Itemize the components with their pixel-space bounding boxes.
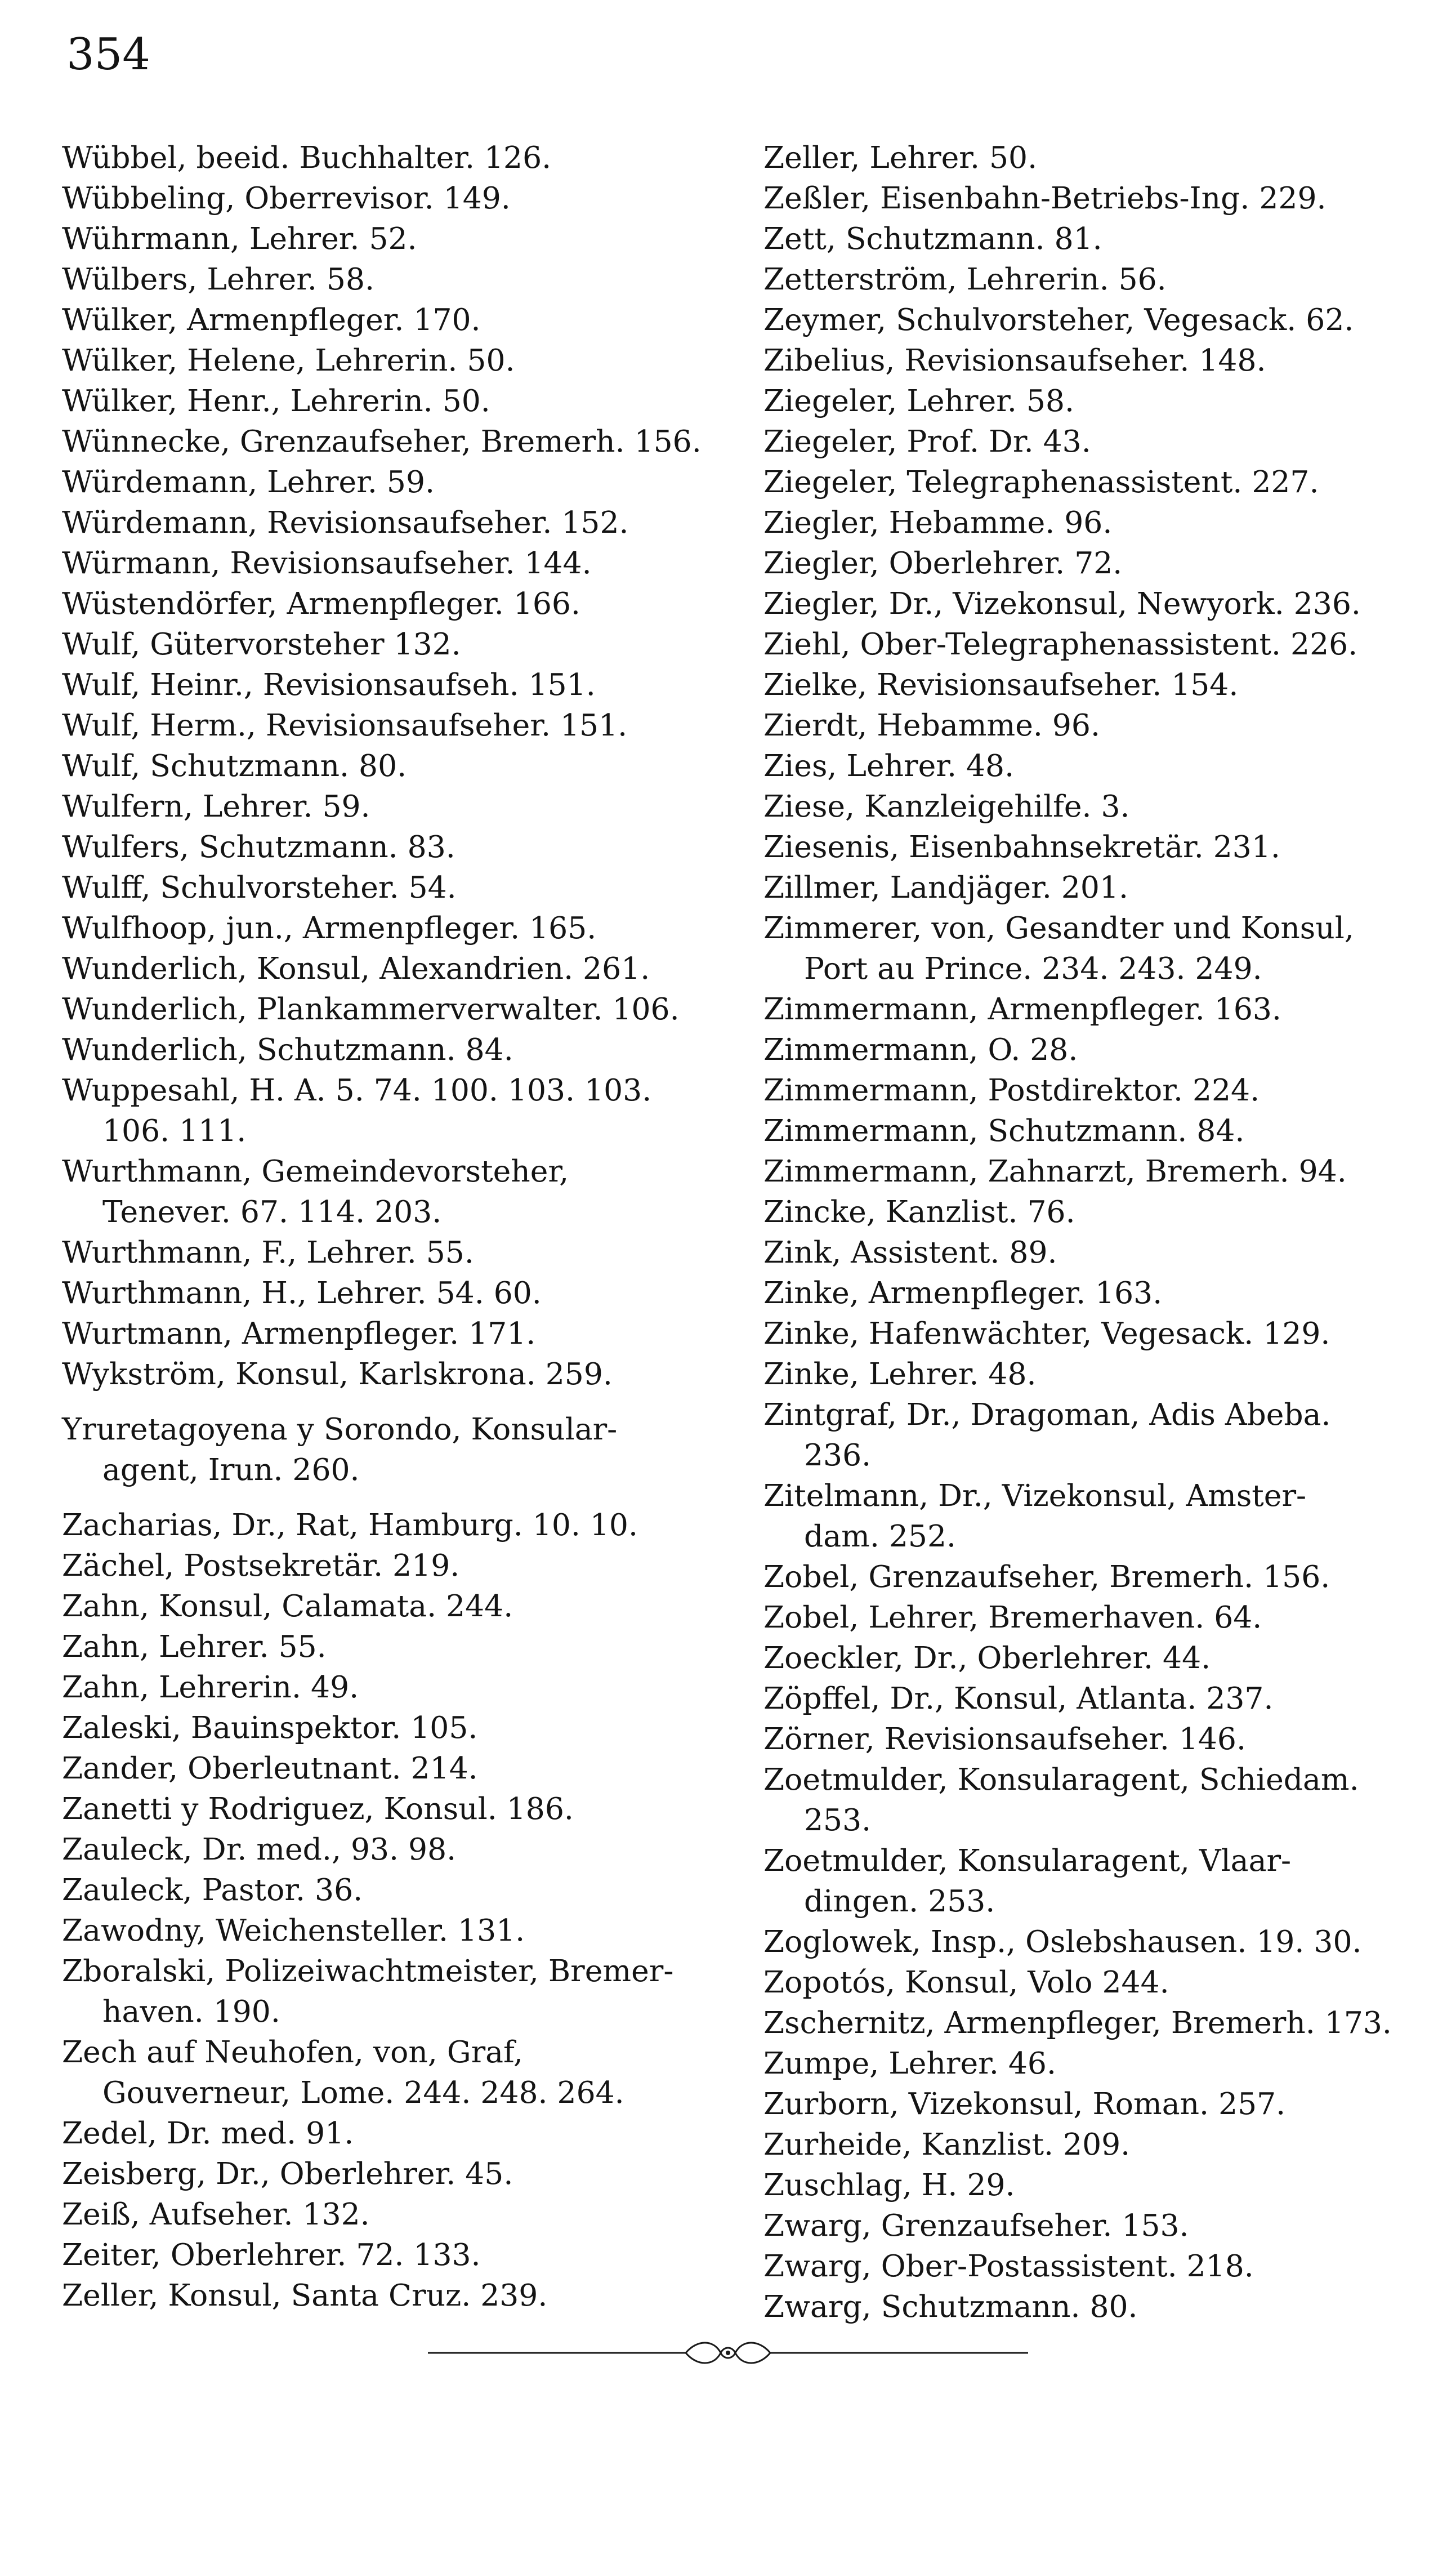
entry-continuation: 106. 111. <box>102 1113 247 1148</box>
index-entry <box>763 1475 1417 1557</box>
entry-line: Zeller, Konsul, Santa Cruz. 239. <box>62 2277 548 2313</box>
index-entry <box>763 502 1417 543</box>
index-entry <box>62 1151 715 1232</box>
index-entry <box>763 867 1417 908</box>
entry-line: Zimmermann, O. 28. <box>763 1032 1078 1067</box>
entry-line: Zeiter, Oberlehrer. 72. 133. <box>62 2237 481 2272</box>
right-column <box>763 137 1417 2327</box>
entry-line: Wulfers, Schutzmann. 83. <box>62 829 455 864</box>
index-entry <box>62 219 715 259</box>
index-entry <box>62 1707 715 1748</box>
entry-line: Yruretagoyena y Sorondo, Konsular- <box>62 1411 618 1447</box>
index-entry <box>763 2084 1417 2124</box>
index-entry <box>62 1273 715 1313</box>
entry-line: Zinke, Hafenwächter, Vegesack. 129. <box>763 1316 1330 1351</box>
index-entry <box>763 908 1417 989</box>
entry-line: Zintgraf, Dr., Dragoman, Adis Abeba. <box>763 1397 1331 1432</box>
index-entry <box>62 421 715 462</box>
entry-line: Zoetmulder, Konsularagent, Schiedam. <box>763 1762 1359 1797</box>
index-entry <box>763 300 1417 340</box>
index-entry <box>62 1409 715 1490</box>
entry-line: Zwarg, Ober-Postassistent. 218. <box>763 2248 1254 2284</box>
index-entry <box>62 867 715 908</box>
entry-line: Ziegler, Dr., Vizekonsul, Newyork. 236. <box>763 586 1361 621</box>
entry-line: Ziese, Kanzleigehilfe. 3. <box>763 788 1130 824</box>
entry-line: Wulf, Herm., Revisionsaufseher. 151. <box>62 707 628 743</box>
index-entry <box>62 2275 715 2316</box>
entry-line: Zies, Lehrer. 48. <box>763 748 1015 783</box>
index-entry <box>62 1626 715 1667</box>
index-entry <box>763 137 1417 178</box>
entry-line: Ziesenis, Eisenbahnsekretär. 231. <box>763 829 1280 864</box>
entry-line: Zett, Schutzmann. 81. <box>763 221 1102 256</box>
entry-line: Zwarg, Grenzaufseher. 153. <box>763 2208 1189 2243</box>
entry-line: Zitelmann, Dr., Vizekonsul, Amster- <box>763 1478 1307 1513</box>
entry-line: Zobel, Lehrer, Bremerhaven. 64. <box>763 1599 1262 1635</box>
index-entry <box>763 2124 1417 2165</box>
entry-line: Zeller, Lehrer. 50. <box>763 140 1038 175</box>
entry-line: Wulff, Schulvorsteher. 54. <box>62 870 457 905</box>
entry-line: Zincke, Kanzlist. 76. <box>763 1194 1075 1229</box>
index-entry <box>763 1273 1417 1313</box>
index-entry <box>763 1232 1417 1273</box>
entry-line: Wührmann, Lehrer. 52. <box>62 221 417 256</box>
entry-line: Zaleski, Bauinspektor. 105. <box>62 1710 478 1745</box>
index-entry <box>763 746 1417 786</box>
entry-line: Zobel, Grenzaufseher, Bremerh. 156. <box>763 1559 1330 1594</box>
entry-continuation: dingen. 253. <box>804 1883 995 1919</box>
page-number: 354 <box>66 29 150 80</box>
entry-line: Wulf, Gütervorsteher 132. <box>62 626 461 662</box>
entry-continuation: haven. 190. <box>102 1994 280 2029</box>
entry-line: Würmann, Revisionsaufseher. 144. <box>62 545 592 581</box>
entry-line: Zillmer, Landjäger. 201. <box>763 870 1128 905</box>
index-entry <box>763 2246 1417 2286</box>
entry-line: Zuschlag, H. 29. <box>763 2167 1015 2203</box>
index-entry <box>763 178 1417 219</box>
entry-line: Wülbers, Lehrer. 58. <box>62 261 375 297</box>
entry-line: Zibelius, Revisionsaufseher. 148. <box>763 342 1266 378</box>
entry-line: Zielke, Revisionsaufseher. 154. <box>763 667 1239 702</box>
entry-line: Wunderlich, Plankammerverwalter. 106. <box>62 991 680 1027</box>
index-entry <box>763 462 1417 502</box>
ornament-dot <box>726 2351 730 2355</box>
index-entry <box>62 908 715 948</box>
index-entry <box>62 1232 715 1273</box>
index-entry <box>763 2286 1417 2327</box>
entry-line: Ziehl, Ober-Telegraphenassistent. 226. <box>763 626 1358 662</box>
index-entry <box>763 624 1417 665</box>
index-entry <box>763 1394 1417 1475</box>
entry-line: Wuppesahl, H. A. 5. 74. 100. 103. 103. <box>62 1072 652 1108</box>
index-entry <box>62 665 715 705</box>
entry-line: Zoglowek, Insp., Oslebshausen. 19. 30. <box>763 1924 1362 1959</box>
entry-line: Zurheide, Kanzlist. 209. <box>763 2126 1131 2162</box>
entry-line: Wülker, Armenpfleger. 170. <box>62 302 481 337</box>
entry-line: Zeymer, Schulvorsteher, Vegesack. 62. <box>763 302 1354 337</box>
entry-line: Würdemann, Lehrer. 59. <box>62 464 435 500</box>
entry-line: Zöpffel, Dr., Konsul, Atlanta. 237. <box>763 1680 1274 1716</box>
entry-continuation: Tenever. 67. 114. 203. <box>102 1194 442 1229</box>
index-entry <box>62 1070 715 1151</box>
entry-line: Wülker, Helene, Lehrerin. 50. <box>62 342 515 378</box>
entry-line: Zink, Assistent. 89. <box>763 1234 1057 1270</box>
index-entry <box>763 259 1417 300</box>
entry-line: Zeßler, Eisenbahn-Betriebs-Ing. 229. <box>763 180 1327 216</box>
entry-line: Zedel, Dr. med. 91. <box>62 2115 354 2151</box>
index-entry <box>62 462 715 502</box>
index-entry <box>763 827 1417 867</box>
entry-line: Zwarg, Schutzmann. 80. <box>763 2289 1138 2324</box>
entry-line: Zahn, Lehrerin. 49. <box>62 1669 359 1705</box>
entry-line: Zander, Oberleutnant. 214. <box>62 1750 478 1786</box>
index-entry <box>763 219 1417 259</box>
entry-line: Wulf, Schutzmann. 80. <box>62 748 407 783</box>
index-entry <box>763 786 1417 827</box>
entry-line: Wulfhoop, jun., Armenpfleger. 165. <box>62 910 597 946</box>
index-entry <box>763 1557 1417 1597</box>
entry-line: Wurthmann, F., Lehrer. 55. <box>62 1234 474 1270</box>
entry-line: Zörner, Revisionsaufseher. 146. <box>763 1721 1246 1756</box>
entry-line: Ziegler, Oberlehrer. 72. <box>763 545 1123 581</box>
left-column <box>62 137 715 2316</box>
index-entry <box>763 1962 1417 2003</box>
index-entry <box>62 1313 715 1354</box>
index-entry <box>62 1029 715 1070</box>
index-entry <box>62 1667 715 1707</box>
entry-line: Zächel, Postsekretär. 219. <box>62 1548 460 1583</box>
entry-line: Ziegler, Hebamme. 96. <box>763 505 1113 540</box>
index-entry <box>763 421 1417 462</box>
index-entry <box>62 1545 715 1586</box>
entry-line: Wünnecke, Grenzaufseher, Bremerh. 156. <box>62 423 702 459</box>
index-entry <box>62 2113 715 2154</box>
entry-line: Wurthmann, H., Lehrer. 54. 60. <box>62 1275 542 1310</box>
entry-line: Zurborn, Vizekonsul, Roman. 257. <box>763 2086 1286 2121</box>
entry-line: Wykström, Konsul, Karlskrona. 259. <box>62 1356 613 1392</box>
entry-line: Zboralski, Polizeiwachtmeister, Bremer- <box>62 1953 674 1989</box>
index-entry <box>62 705 715 746</box>
index-entry <box>62 300 715 340</box>
index-entry <box>62 1586 715 1626</box>
entry-line: Zoeckler, Dr., Oberlehrer. 44. <box>763 1640 1211 1675</box>
entry-line: Ziegeler, Prof. Dr. 43. <box>763 423 1091 459</box>
index-entry <box>763 1678 1417 1719</box>
index-entry <box>763 543 1417 583</box>
entry-line: Zacharias, Dr., Rat, Hamburg. 10. 10. <box>62 1507 638 1542</box>
entry-line: Zschernitz, Armenpfleger, Bremerh. 173. <box>763 2005 1392 2040</box>
entry-line: Zimmermann, Zahnarzt, Bremerh. 94. <box>763 1153 1347 1189</box>
index-entry <box>62 543 715 583</box>
index-entry <box>62 502 715 543</box>
index-entry <box>62 989 715 1029</box>
entry-continuation: dam. 252. <box>804 1518 957 1554</box>
index-entry <box>763 665 1417 705</box>
index-entry <box>763 2043 1417 2084</box>
entry-line: Zimmermann, Postdirektor. 224. <box>763 1072 1260 1108</box>
entry-line: Zoetmulder, Konsularagent, Vlaar- <box>763 1843 1292 1878</box>
index-entry <box>763 1313 1417 1354</box>
entry-line: Wübbeling, Oberrevisor. 149. <box>62 180 511 216</box>
entry-line: Wunderlich, Konsul, Alexandrien. 261. <box>62 951 650 986</box>
index-entry <box>62 340 715 381</box>
index-entry <box>763 1840 1417 1921</box>
entry-line: Wurtmann, Armenpfleger. 171. <box>62 1316 536 1351</box>
index-entry <box>763 1151 1417 1192</box>
index-entry <box>62 746 715 786</box>
index-entry <box>763 1192 1417 1232</box>
entry-line: Zauleck, Dr. med., 93. 98. <box>62 1831 457 1867</box>
entry-line: Zech auf Neuhofen, von, Graf, <box>62 2034 523 2070</box>
index-entry <box>763 2165 1417 2205</box>
entry-line: Zanetti y Rodriguez, Konsul. 186. <box>62 1791 574 1826</box>
index-entry <box>763 1070 1417 1111</box>
entry-continuation: Gouverneur, Lome. 244. 248. 264. <box>102 2075 624 2110</box>
entry-continuation: 253. <box>804 1802 872 1838</box>
index-entry <box>62 786 715 827</box>
index-entry <box>62 2194 715 2235</box>
index-entry <box>763 1111 1417 1151</box>
index-entry <box>763 1921 1417 1962</box>
entry-line: Würdemann, Revisionsaufseher. 152. <box>62 505 629 540</box>
entry-line: Zeisberg, Dr., Oberlehrer. 45. <box>62 2156 513 2191</box>
entry-line: Wurthmann, Gemeindevorsteher, <box>62 1153 569 1189</box>
index-entry <box>62 381 715 421</box>
entry-line: Zumpe, Lehrer. 46. <box>763 2045 1056 2081</box>
entry-continuation: 236. <box>804 1437 872 1473</box>
ornament-divider <box>428 2336 1028 2370</box>
entry-line: Ziegeler, Telegraphenassistent. 227. <box>763 464 1319 500</box>
index-entry <box>763 1029 1417 1070</box>
entry-line: Wüstendörfer, Armenpfleger. 166. <box>62 586 580 621</box>
entry-line: Zinke, Lehrer. 48. <box>763 1356 1037 1392</box>
index-entry <box>763 1597 1417 1638</box>
entry-line: Wulf, Heinr., Revisionsaufseh. 151. <box>62 667 596 702</box>
entry-continuation: Port au Prince. 234. 243. 249. <box>804 951 1262 986</box>
index-entry <box>763 989 1417 1029</box>
entry-line: Wunderlich, Schutzmann. 84. <box>62 1032 513 1067</box>
entry-line: Zierdt, Hebamme. 96. <box>763 707 1100 743</box>
entry-line: Wulfern, Lehrer. 59. <box>62 788 370 824</box>
entry-line: Zahn, Lehrer. 55. <box>62 1629 327 1664</box>
entry-line: Zetterström, Lehrerin. 56. <box>763 261 1167 297</box>
entry-line: Zopotós, Konsul, Volo 244. <box>763 1964 1169 2000</box>
index-entry <box>62 1870 715 1910</box>
entry-line: Zimmerer, von, Gesandter und Konsul, <box>763 910 1354 946</box>
entry-line: Zimmermann, Armenpfleger. 163. <box>763 991 1281 1027</box>
entry-line: Ziegeler, Lehrer. 58. <box>763 383 1075 418</box>
entry-line: Zahn, Konsul, Calamata. 244. <box>62 1588 513 1624</box>
entry-line: Wülker, Henr., Lehrerin. 50. <box>62 383 490 418</box>
index-entry <box>62 1829 715 1870</box>
index-entry <box>62 2235 715 2275</box>
index-entry <box>763 583 1417 624</box>
index-entry <box>763 1354 1417 1394</box>
index-entry <box>763 2003 1417 2043</box>
index-entry <box>763 705 1417 746</box>
index-entry <box>62 948 715 989</box>
index-entry <box>763 381 1417 421</box>
entry-line: Zinke, Armenpfleger. 163. <box>763 1275 1163 1310</box>
index-entry <box>62 1354 715 1394</box>
index-entry <box>62 1789 715 1829</box>
index-entry <box>62 1505 715 1545</box>
index-entry <box>62 583 715 624</box>
index-entry <box>62 1748 715 1789</box>
entry-line: Zawodny, Weichensteller. 131. <box>62 1912 525 1948</box>
entry-line: Zauleck, Pastor. 36. <box>62 1872 363 1907</box>
index-entry <box>763 1759 1417 1840</box>
index-entry <box>62 2032 715 2113</box>
entry-line: Zimmermann, Schutzmann. 84. <box>763 1113 1245 1148</box>
index-entry <box>62 2154 715 2194</box>
index-entry <box>62 1910 715 1951</box>
index-entry <box>62 137 715 178</box>
entry-continuation: agent, Irun. 260. <box>102 1452 360 1487</box>
index-entry <box>62 827 715 867</box>
entry-line: Wübbel, beeid. Buchhalter. 126. <box>62 140 552 175</box>
index-entry <box>763 340 1417 381</box>
index-entry <box>763 1719 1417 1759</box>
index-entry <box>62 178 715 219</box>
index-entry <box>763 1638 1417 1678</box>
index-entry <box>62 624 715 665</box>
entry-line: Zeiß, Aufseher. 132. <box>62 2196 370 2232</box>
index-entry <box>763 2205 1417 2246</box>
index-entry <box>62 1951 715 2032</box>
index-entry <box>62 259 715 300</box>
